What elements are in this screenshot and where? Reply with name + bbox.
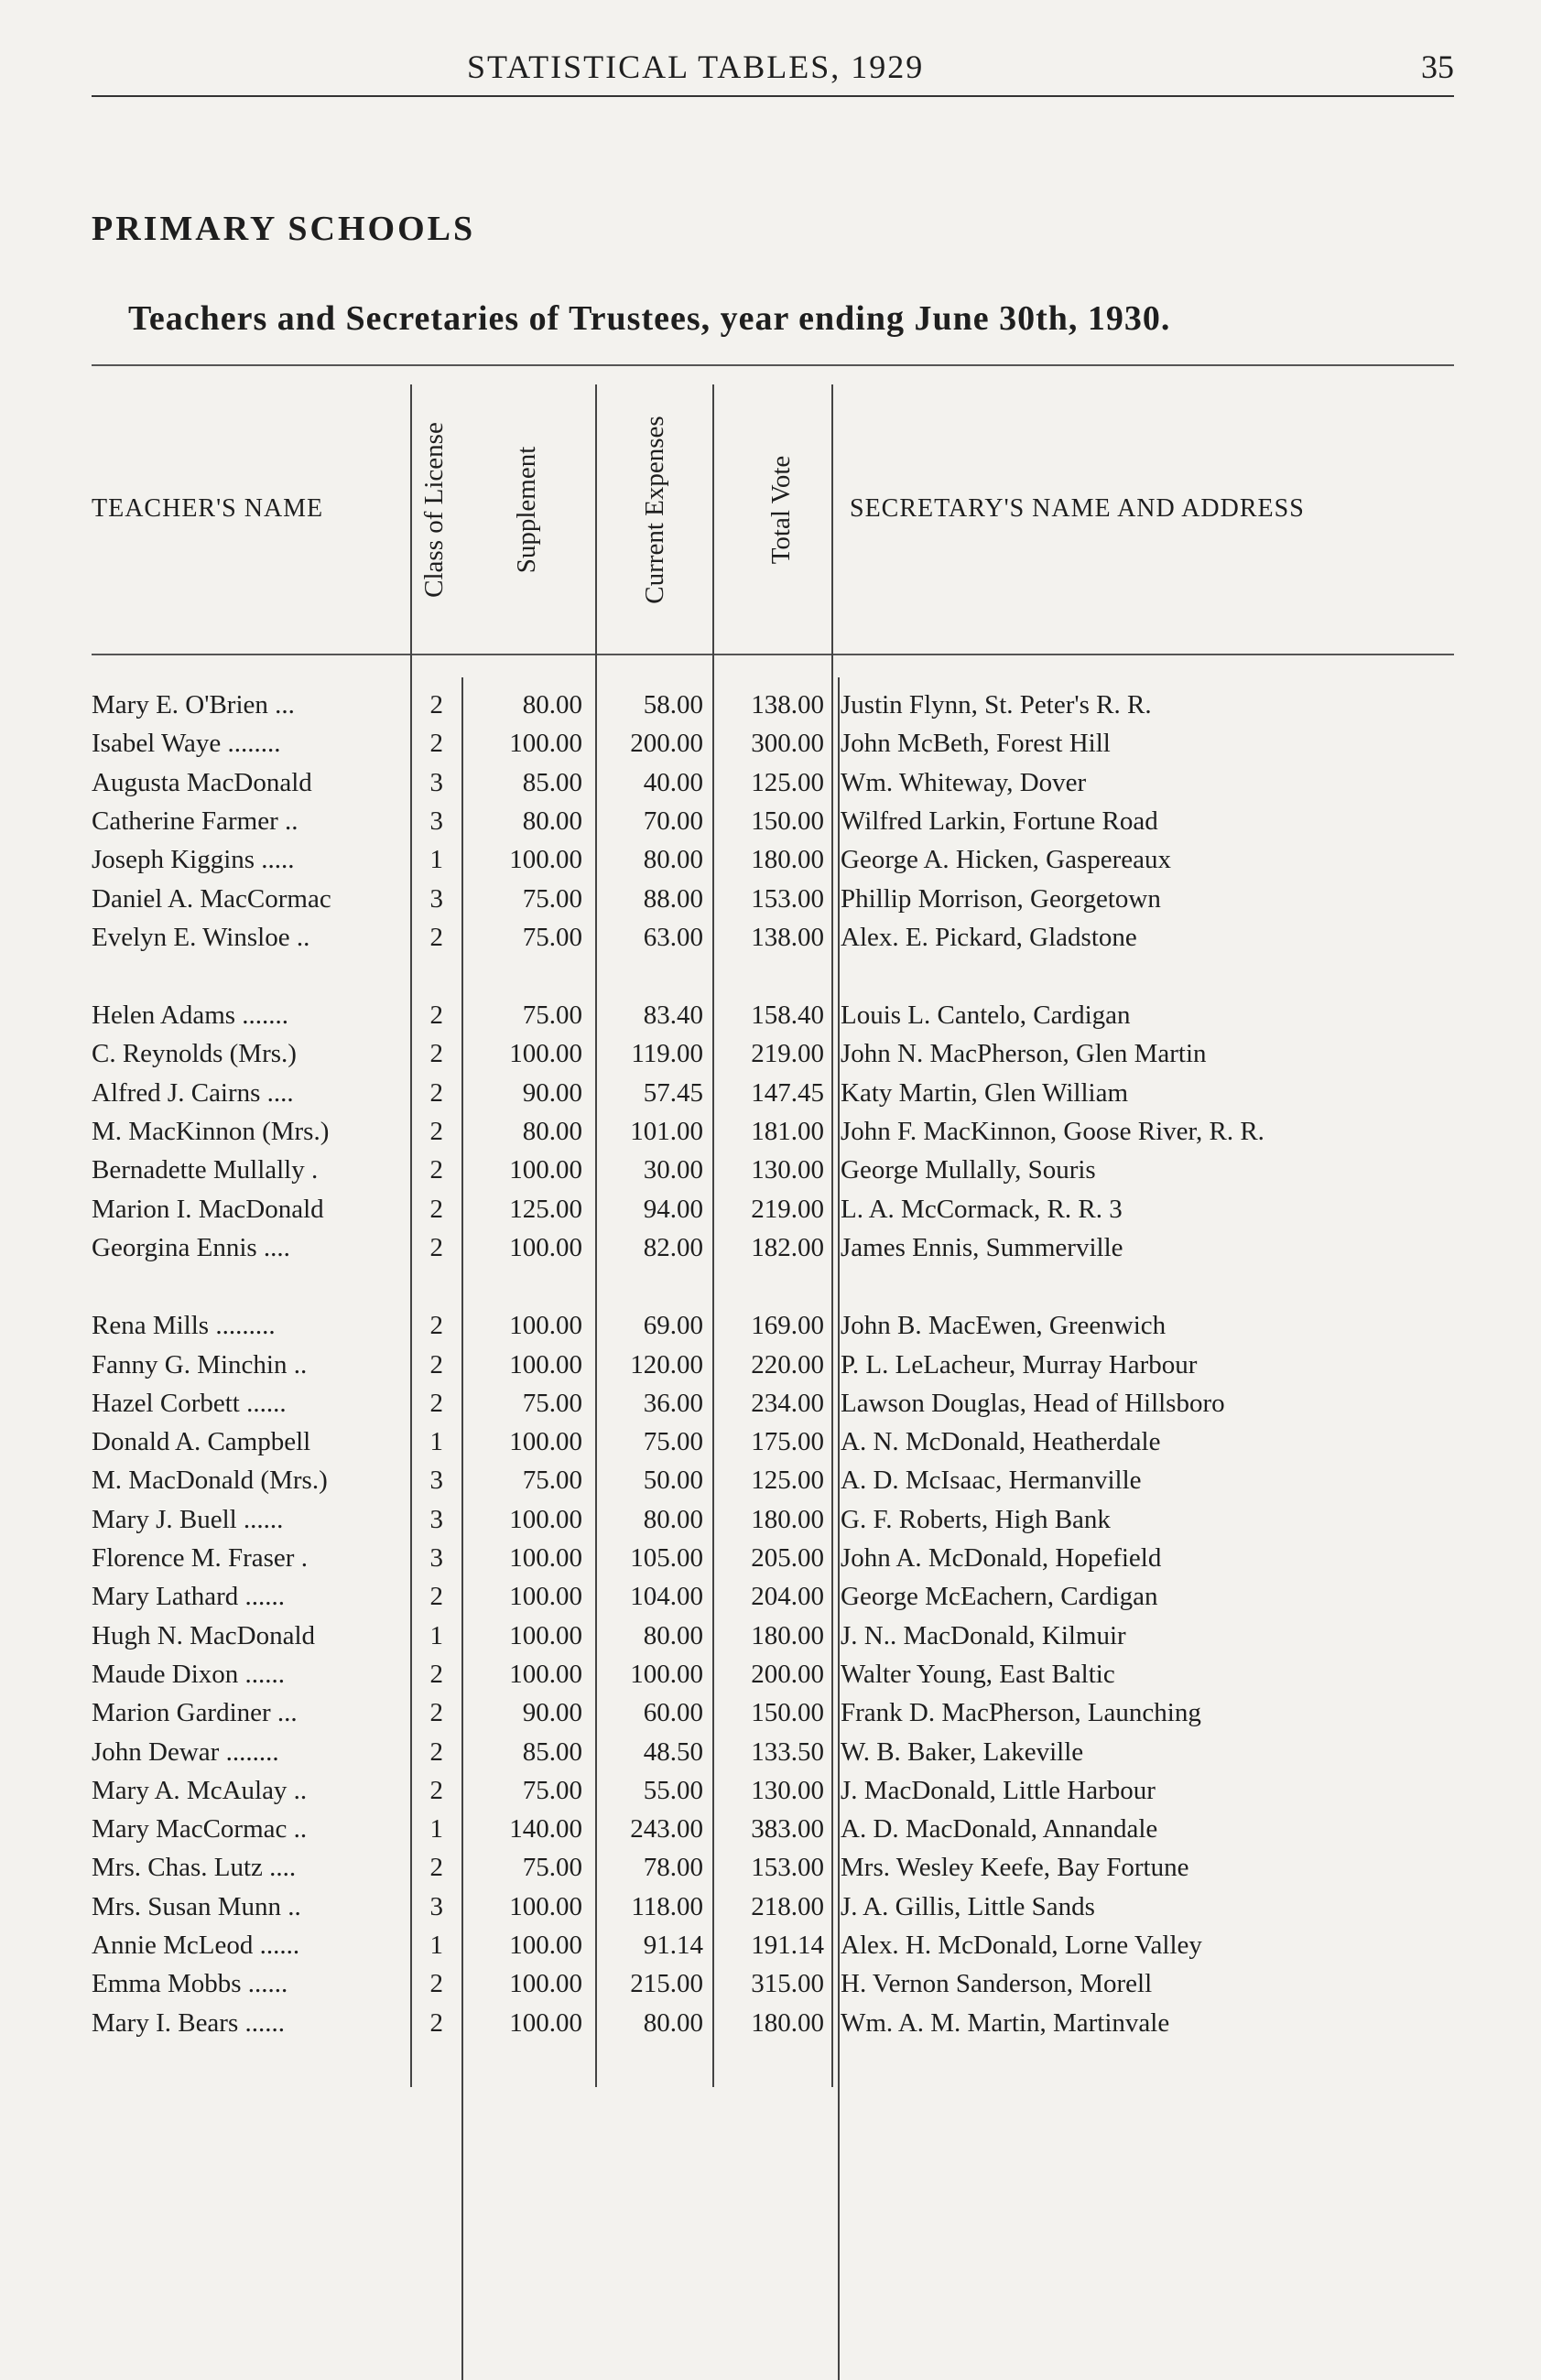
section-title: PRIMARY SCHOOLS — [92, 210, 476, 248]
supplement-value: 75.00 — [522, 1466, 582, 1496]
supplement-value: 100.00 — [509, 1659, 582, 1689]
supplement-value: 100.00 — [509, 1232, 582, 1262]
secretary-name-address: Phillip Morrison, Georgetown — [841, 883, 1161, 914]
current-expenses-value: 40.00 — [643, 767, 703, 797]
supplement-value: 100.00 — [509, 1969, 582, 1999]
supplement-value: 100.00 — [509, 1349, 582, 1379]
total-vote-value: 181.00 — [751, 1117, 824, 1146]
supplement-value: 125.00 — [509, 1194, 582, 1224]
running-title: STATISTICAL TABLES, 1929 — [467, 49, 925, 85]
table-row — [0, 768, 1541, 806]
supplement-value: 100.00 — [509, 1039, 582, 1069]
header-rule — [92, 95, 1454, 97]
supplement-value: 75.00 — [522, 1775, 582, 1805]
total-vote-value: 180.00 — [751, 845, 824, 875]
table-row — [0, 1350, 1541, 1389]
table-row — [0, 1660, 1541, 1698]
teacher-name: M. MacDonald (Mrs.) — [92, 1466, 328, 1496]
total-vote-value: 204.00 — [751, 1582, 824, 1612]
current-expenses-value: 55.00 — [643, 1775, 703, 1805]
secretary-name-address: John McBeth, Forest Hill — [841, 729, 1111, 759]
secretary-name-address: W. B. Baker, Lakeville — [841, 1736, 1084, 1767]
teacher-name: Bernadette Mullally . — [92, 1155, 319, 1185]
teacher-name: Fanny G. Minchin .. — [92, 1349, 308, 1379]
teacher-name: Mary I. Bears ...... — [92, 2007, 286, 2038]
total-vote-value: 218.00 — [751, 1891, 824, 1921]
supplement-value: 90.00 — [522, 1698, 582, 1728]
table-row — [0, 1155, 1541, 1194]
supplement-value: 140.00 — [509, 1814, 582, 1844]
secretary-name-address: Katy Martin, Glen William — [841, 1077, 1129, 1108]
supplement-value: 100.00 — [509, 1891, 582, 1921]
teacher-name: Georgina Ennis .... — [92, 1232, 290, 1262]
teacher-name: Daniel A. MacCormac — [92, 883, 331, 914]
license-class: 2 — [429, 1659, 443, 1689]
teacher-name: Emma Mobbs ...... — [92, 1969, 288, 1999]
total-vote-value: 169.00 — [751, 1311, 824, 1341]
secretary-name-address: A. D. McIsaac, Hermanville — [841, 1466, 1142, 1496]
license-class: 1 — [429, 845, 443, 875]
current-expenses-value: 50.00 — [643, 1466, 703, 1496]
table-row — [0, 1233, 1541, 1271]
total-vote-value: 191.14 — [751, 1931, 824, 1960]
total-vote-value: 219.00 — [751, 1194, 824, 1224]
teacher-name: C. Reynolds (Mrs.) — [92, 1039, 297, 1069]
secretary-name-address: A. D. MacDonald, Annandale — [841, 1814, 1158, 1844]
secretary-name-address: J. A. Gillis, Little Sands — [841, 1891, 1095, 1921]
supplement-value: 80.00 — [522, 690, 582, 719]
license-class: 2 — [429, 690, 443, 719]
total-vote-value: 130.00 — [751, 1775, 824, 1805]
total-vote-value: 315.00 — [751, 1969, 824, 1999]
teacher-name: Mary A. McAulay .. — [92, 1775, 308, 1805]
license-class: 2 — [429, 1039, 443, 1069]
column-header-license: Class of License — [419, 422, 449, 598]
license-class: 2 — [429, 1311, 443, 1341]
supplement-value: 100.00 — [509, 1543, 582, 1573]
secretary-name-address: Lawson Douglas, Head of Hillsboro — [841, 1388, 1225, 1418]
supplement-value: 100.00 — [509, 1931, 582, 1960]
teacher-name: Mrs. Chas. Lutz .... — [92, 1853, 297, 1883]
license-class: 2 — [429, 1155, 443, 1185]
secretary-name-address: A. N. McDonald, Heatherdale — [841, 1427, 1161, 1457]
license-class: 2 — [429, 922, 443, 952]
license-class: 2 — [429, 1117, 443, 1146]
total-vote-value: 150.00 — [751, 806, 824, 836]
secretary-name-address: Mrs. Wesley Keefe, Bay Fortune — [841, 1853, 1189, 1883]
table-row — [0, 1543, 1541, 1582]
total-vote-value: 130.00 — [751, 1155, 824, 1185]
current-expenses-value: 69.00 — [643, 1311, 703, 1341]
teacher-name: Marion I. MacDonald — [92, 1194, 324, 1224]
total-vote-value: 125.00 — [751, 767, 824, 797]
license-class: 2 — [429, 1582, 443, 1612]
supplement-value: 100.00 — [509, 845, 582, 875]
teacher-name: Helen Adams ....... — [92, 1001, 289, 1031]
column-header-secretary: SECRETARY'S NAME AND ADDRESS — [850, 494, 1305, 523]
supplement-value: 100.00 — [509, 2007, 582, 2038]
total-vote-value: 219.00 — [751, 1039, 824, 1069]
secretary-name-address: George A. Hicken, Gaspereaux — [841, 845, 1172, 875]
total-vote-value: 180.00 — [751, 1620, 824, 1650]
supplement-value: 100.00 — [509, 1582, 582, 1612]
column-header-total-vote: Total Vote — [766, 455, 796, 565]
secretary-name-address: G. F. Roberts, High Bank — [841, 1504, 1111, 1534]
supplement-value: 100.00 — [509, 729, 582, 759]
table-row — [0, 1969, 1541, 2007]
current-expenses-value: 75.00 — [643, 1427, 703, 1457]
table-row — [0, 923, 1541, 961]
table-row — [0, 1389, 1541, 1427]
teacher-name: Mary MacCormac .. — [92, 1814, 308, 1844]
license-class: 2 — [429, 1388, 443, 1418]
table-row — [0, 845, 1541, 883]
table-row — [0, 806, 1541, 845]
total-vote-value: 300.00 — [751, 729, 824, 759]
table-top-rule — [92, 364, 1454, 366]
current-expenses-value: 78.00 — [643, 1853, 703, 1883]
table-row — [0, 2008, 1541, 2047]
teacher-name: Hugh N. MacDonald — [92, 1620, 316, 1650]
license-class: 3 — [429, 1504, 443, 1534]
license-class: 1 — [429, 1620, 443, 1650]
secretary-name-address: John F. MacKinnon, Goose River, R. R. — [841, 1117, 1264, 1146]
current-expenses-value: 91.14 — [643, 1931, 703, 1960]
current-expenses-value: 200.00 — [630, 729, 703, 759]
current-expenses-value: 120.00 — [630, 1349, 703, 1379]
secretary-name-address: John A. McDonald, Hopefield — [841, 1543, 1162, 1573]
secretary-name-address: Louis L. Cantelo, Cardigan — [841, 1001, 1131, 1031]
license-class: 2 — [429, 1736, 443, 1767]
current-expenses-value: 100.00 — [630, 1659, 703, 1689]
current-expenses-value: 30.00 — [643, 1155, 703, 1185]
license-class: 2 — [429, 1001, 443, 1031]
supplement-value: 75.00 — [522, 1853, 582, 1883]
current-expenses-value: 105.00 — [630, 1543, 703, 1573]
current-expenses-value: 58.00 — [643, 690, 703, 719]
license-class: 3 — [429, 1891, 443, 1921]
teacher-name: Alfred J. Cairns .... — [92, 1077, 294, 1108]
teacher-name: Florence M. Fraser . — [92, 1543, 308, 1573]
license-class: 3 — [429, 883, 443, 914]
license-class: 2 — [429, 1232, 443, 1262]
total-vote-value: 180.00 — [751, 2007, 824, 2038]
total-vote-value: 200.00 — [751, 1659, 824, 1689]
teacher-name: Joseph Kiggins ..... — [92, 845, 295, 875]
teacher-name: Mary J. Buell ...... — [92, 1504, 284, 1534]
table-row — [0, 1776, 1541, 1814]
table-row — [0, 1698, 1541, 1736]
supplement-value: 100.00 — [509, 1155, 582, 1185]
table-row — [0, 1195, 1541, 1233]
license-class: 2 — [429, 2007, 443, 2038]
license-class: 2 — [429, 1698, 443, 1728]
current-expenses-value: 48.50 — [643, 1736, 703, 1767]
current-expenses-value: 36.00 — [643, 1388, 703, 1418]
table-row — [0, 1078, 1541, 1117]
table-row — [0, 1582, 1541, 1620]
current-expenses-value: 80.00 — [643, 845, 703, 875]
table-row — [0, 1621, 1541, 1660]
supplement-value: 80.00 — [522, 806, 582, 836]
license-class: 2 — [429, 1077, 443, 1108]
secretary-name-address: Walter Young, East Baltic — [841, 1659, 1115, 1689]
teacher-name: M. MacKinnon (Mrs.) — [92, 1117, 330, 1146]
table-row — [0, 1039, 1541, 1077]
current-expenses-value: 60.00 — [643, 1698, 703, 1728]
teacher-name: Catherine Farmer .. — [92, 806, 298, 836]
table-row — [0, 1737, 1541, 1776]
license-class: 3 — [429, 806, 443, 836]
current-expenses-value: 57.45 — [643, 1077, 703, 1108]
secretary-name-address: Justin Flynn, St. Peter's R. R. — [841, 690, 1152, 719]
total-vote-value: 153.00 — [751, 1853, 824, 1883]
secretary-name-address: Alex. E. Pickard, Gladstone — [841, 922, 1137, 952]
table-row — [0, 1853, 1541, 1891]
column-header-current-expenses: Current Expenses — [640, 416, 669, 604]
license-class: 2 — [429, 1775, 443, 1805]
current-expenses-value: 101.00 — [630, 1117, 703, 1146]
license-class: 2 — [429, 729, 443, 759]
license-class: 2 — [429, 1969, 443, 1999]
table-row — [0, 1001, 1541, 1039]
table-subtitle: Teachers and Secretaries of Trustees, year ending June 30th, 1930. — [128, 299, 1171, 338]
secretary-name-address: H. Vernon Sanderson, Morell — [841, 1969, 1153, 1999]
current-expenses-value: 82.00 — [643, 1232, 703, 1262]
supplement-value: 75.00 — [522, 1001, 582, 1031]
table-row — [0, 1117, 1541, 1155]
total-vote-value: 138.00 — [751, 690, 824, 719]
total-vote-value: 158.40 — [751, 1001, 824, 1031]
current-expenses-value: 80.00 — [643, 2007, 703, 2038]
teacher-name: Donald A. Campbell — [92, 1427, 311, 1457]
running-head — [92, 48, 1454, 93]
supplement-value: 75.00 — [522, 1388, 582, 1418]
secretary-name-address: James Ennis, Summerville — [841, 1232, 1123, 1262]
teacher-name: Mrs. Susan Munn .. — [92, 1891, 301, 1921]
total-vote-value: 133.50 — [751, 1736, 824, 1767]
table-row — [0, 1892, 1541, 1931]
current-expenses-value: 83.40 — [643, 1001, 703, 1031]
license-class: 2 — [429, 1853, 443, 1883]
license-class: 2 — [429, 1194, 443, 1224]
teacher-name: Annie McLeod ...... — [92, 1931, 300, 1960]
license-class: 1 — [429, 1814, 443, 1844]
secretary-name-address: L. A. McCormack, R. R. 3 — [841, 1194, 1123, 1224]
supplement-value: 85.00 — [522, 1736, 582, 1767]
secretary-name-address: J. MacDonald, Little Harbour — [841, 1775, 1156, 1805]
table-row — [0, 1814, 1541, 1853]
total-vote-value: 220.00 — [751, 1349, 824, 1379]
teacher-name: Mary Lathard ...... — [92, 1582, 285, 1612]
teacher-name: Marion Gardiner ... — [92, 1698, 298, 1728]
supplement-value: 85.00 — [522, 767, 582, 797]
current-expenses-value: 243.00 — [630, 1814, 703, 1844]
table-row — [0, 690, 1541, 729]
license-class: 1 — [429, 1427, 443, 1457]
supplement-value: 100.00 — [509, 1311, 582, 1341]
total-vote-value: 383.00 — [751, 1814, 824, 1844]
current-expenses-value: 88.00 — [643, 883, 703, 914]
secretary-name-address: John N. MacPherson, Glen Martin — [841, 1039, 1207, 1069]
total-vote-value: 182.00 — [751, 1232, 824, 1262]
license-class: 3 — [429, 1466, 443, 1496]
total-vote-value: 180.00 — [751, 1504, 824, 1534]
current-expenses-value: 104.00 — [630, 1582, 703, 1612]
column-header-teacher: TEACHER'S NAME — [92, 494, 324, 523]
supplement-value: 80.00 — [522, 1117, 582, 1146]
current-expenses-value: 118.00 — [631, 1891, 703, 1921]
secretary-name-address: J. N.. MacDonald, Kilmuir — [841, 1620, 1126, 1650]
teacher-name: Isabel Waye ........ — [92, 729, 281, 759]
table-row — [0, 1427, 1541, 1466]
secretary-name-address: Wm. A. M. Martin, Martinvale — [841, 2007, 1170, 2038]
teacher-name: Rena Mills ......... — [92, 1311, 276, 1341]
table-row — [0, 1931, 1541, 1969]
current-expenses-value: 94.00 — [643, 1194, 703, 1224]
total-vote-value: 205.00 — [751, 1543, 824, 1573]
license-class: 2 — [429, 1349, 443, 1379]
secretary-name-address: George McEachern, Cardigan — [841, 1582, 1158, 1612]
column-header-supplement: Supplement — [512, 446, 541, 574]
teacher-name: Mary E. O'Brien ... — [92, 690, 295, 719]
total-vote-value: 234.00 — [751, 1388, 824, 1418]
total-vote-value: 175.00 — [751, 1427, 824, 1457]
total-vote-value: 147.45 — [751, 1077, 824, 1108]
secretary-name-address: John B. MacEwen, Greenwich — [841, 1311, 1167, 1341]
current-expenses-value: 70.00 — [643, 806, 703, 836]
table-row — [0, 729, 1541, 767]
page-number: 35 — [1421, 49, 1454, 85]
teacher-name: Hazel Corbett ...... — [92, 1388, 287, 1418]
teacher-name: John Dewar ........ — [92, 1736, 279, 1767]
supplement-value: 100.00 — [509, 1620, 582, 1650]
total-vote-value: 153.00 — [751, 883, 824, 914]
secretary-name-address: Frank D. MacPherson, Launching — [841, 1698, 1201, 1728]
current-expenses-value: 119.00 — [631, 1039, 703, 1069]
teacher-name: Augusta MacDonald — [92, 767, 312, 797]
current-expenses-value: 63.00 — [643, 922, 703, 952]
current-expenses-value: 215.00 — [630, 1969, 703, 1999]
secretary-name-address: George Mullally, Souris — [841, 1155, 1096, 1185]
header-bottom-rule — [92, 654, 1454, 655]
secretary-name-address: Alex. H. McDonald, Lorne Valley — [841, 1931, 1202, 1960]
supplement-value: 90.00 — [522, 1077, 582, 1108]
secretary-name-address: Wm. Whiteway, Dover — [841, 767, 1087, 797]
table-row — [0, 1505, 1541, 1543]
current-expenses-value: 80.00 — [643, 1620, 703, 1650]
table-row — [0, 1311, 1541, 1349]
supplement-value: 75.00 — [522, 922, 582, 952]
teacher-name: Evelyn E. Winsloe .. — [92, 922, 310, 952]
supplement-value: 75.00 — [522, 883, 582, 914]
secretary-name-address: P. L. LeLacheur, Murray Harbour — [841, 1349, 1198, 1379]
current-expenses-value: 80.00 — [643, 1504, 703, 1534]
supplement-value: 100.00 — [509, 1504, 582, 1534]
total-vote-value: 150.00 — [751, 1698, 824, 1728]
table-row — [0, 884, 1541, 923]
license-class: 3 — [429, 767, 443, 797]
total-vote-value: 125.00 — [751, 1466, 824, 1496]
total-vote-value: 138.00 — [751, 922, 824, 952]
license-class: 3 — [429, 1543, 443, 1573]
secretary-name-address: Wilfred Larkin, Fortune Road — [841, 806, 1158, 836]
license-class: 1 — [429, 1931, 443, 1960]
teacher-name: Maude Dixon ...... — [92, 1659, 286, 1689]
table-row — [0, 1466, 1541, 1504]
supplement-value: 100.00 — [509, 1427, 582, 1457]
